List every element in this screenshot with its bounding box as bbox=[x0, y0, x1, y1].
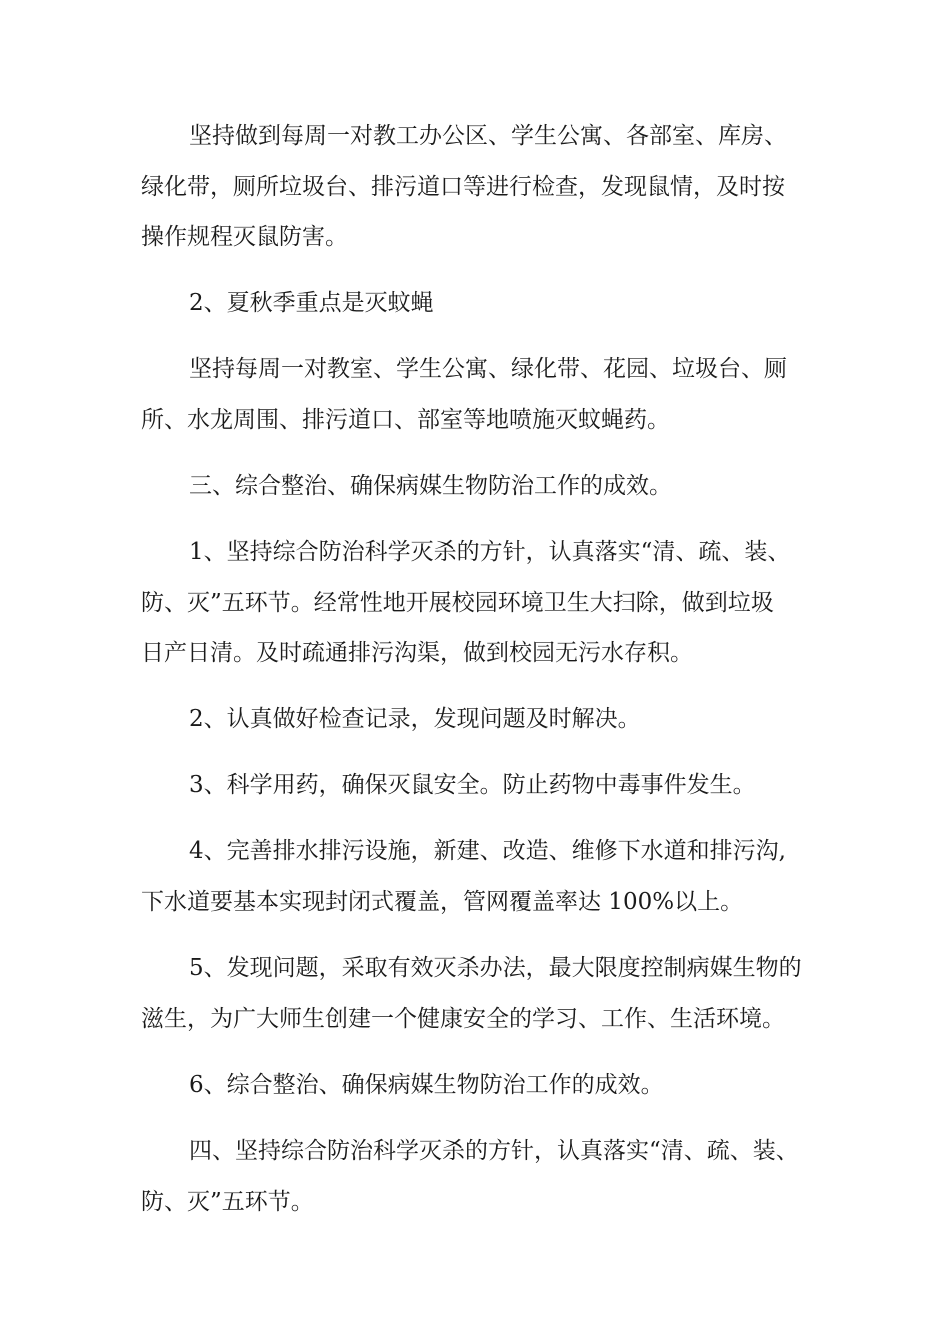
paragraph-line: 日产日清。及时疏通排污沟渠，做到校园无污水存积。 bbox=[141, 640, 693, 666]
paragraph-line: 4、完善排水排污设施，新建、改造、维修下水道和排污沟, bbox=[189, 838, 786, 864]
paragraph-line: 滋生，为广大师生创建一个健康安全的学习、工作、生活环境。 bbox=[141, 1006, 785, 1032]
paragraph-line: 绿化带，厕所垃圾台、排污道口等进行检查，发现鼠情，及时按 bbox=[141, 174, 785, 200]
paragraph-line: 1、坚持综合防治科学灭杀的方针，认真落实“清、疏、装、 bbox=[189, 539, 791, 565]
paragraph-line: 防、灭”五环节。经常性地开展校园环境卫生大扫除，做到垃圾 bbox=[141, 590, 774, 616]
paragraph-line: 坚持每周一对教室、学生公寓、绿化带、花园、垃圾台、厕 bbox=[189, 356, 787, 382]
paragraph-line: 6、综合整治、确保病媒生物防治工作的成效。 bbox=[189, 1072, 664, 1098]
paragraph-line: 坚持做到每周一对教工办公区、学生公寓、各部室、库房、 bbox=[189, 123, 787, 149]
paragraph-line: 操作规程灭鼠防害。 bbox=[141, 224, 348, 250]
paragraph-line: 下水道要基本实现封闭式覆盖，管网覆盖率达 100%以上。 bbox=[141, 889, 744, 915]
paragraph-line: 3、科学用药，确保灭鼠安全。防止药物中毒事件发生。 bbox=[189, 772, 756, 798]
paragraph-line: 防、灭”五环节。 bbox=[141, 1189, 314, 1215]
section-heading: 2、夏秋季重点是灭蚊蝇 bbox=[189, 290, 434, 316]
section-heading: 三、综合整治、确保病媒生物防治工作的成效。 bbox=[189, 473, 672, 499]
section-heading: 四、坚持综合防治科学灭杀的方针，认真落实“清、疏、装、 bbox=[189, 1138, 799, 1164]
paragraph-line: 2、认真做好检查记录，发现问题及时解决。 bbox=[189, 706, 641, 732]
paragraph-line: 所、水龙周围、排污道口、部室等地喷施灭蚊蝇药。 bbox=[141, 407, 670, 433]
paragraph-line: 5、发现问题，采取有效灭杀办法，最大限度控制病媒生物的 bbox=[189, 955, 802, 981]
